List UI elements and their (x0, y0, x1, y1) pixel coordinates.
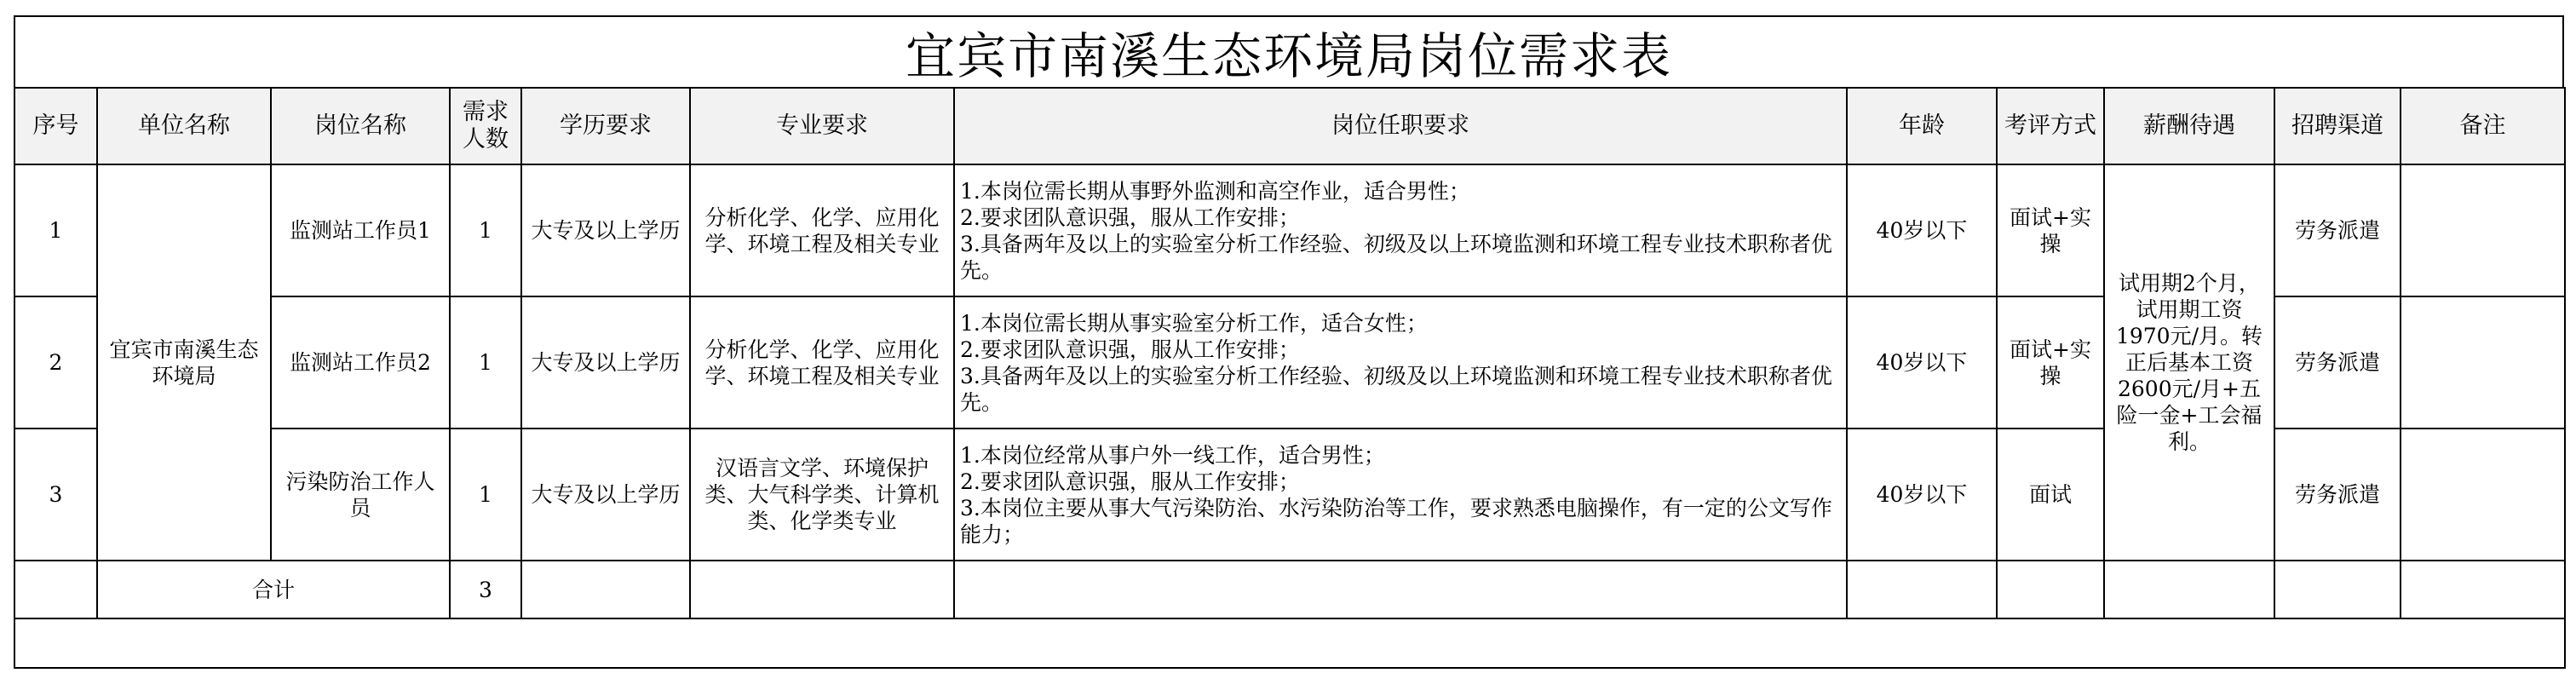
cell-age: 40岁以下 (1847, 296, 1997, 429)
cell-channel: 劳务派遣 (2274, 429, 2401, 561)
cell-empty (1997, 561, 2104, 618)
header-count: 需求人数 (450, 88, 521, 164)
cell-empty (690, 561, 954, 618)
cell-exam: 面试 (1997, 429, 2104, 561)
header-edu: 学历要求 (521, 88, 690, 164)
blank-row (14, 618, 2565, 668)
cell-salary: 试用期2个月，试用期工资1970元/月。转正后基本工资2600元/月+五险一金+工会福利。 (2104, 164, 2274, 561)
cell-note (2401, 164, 2565, 296)
cell-empty (954, 561, 1847, 618)
duty-line: 1.本岗位经常从事户外一线工作，适合男性； (960, 442, 1385, 468)
header-row (14, 88, 2565, 164)
duty-line: 1.本岗位需长期从事实验室分析工作，适合女性； (960, 310, 1428, 336)
recruitment-sheet (14, 15, 2564, 669)
cell-note (2401, 296, 2565, 429)
cell-empty (2274, 561, 2401, 618)
cell-duty (954, 164, 1847, 296)
total-row (14, 561, 2565, 618)
cell-duty (954, 296, 1847, 429)
recruitment-table (14, 87, 2566, 669)
duty-line: 1.本岗位需长期从事野外监测和高空作业，适合男性； (960, 178, 1470, 204)
cell-post: 监测站工作员1 (271, 164, 450, 296)
cell-age: 40岁以下 (1847, 429, 1997, 561)
total-label: 合计 (97, 561, 450, 618)
cell-note (2401, 429, 2565, 561)
cell-exam: 面试+实操 (1997, 296, 2104, 429)
table-row (14, 164, 2565, 296)
header-exam: 考评方式 (1997, 88, 2104, 164)
cell-empty (14, 618, 2565, 668)
cell-unit-name: 宜宾市南溪生态环境局 (97, 164, 271, 561)
cell-seq: 3 (14, 429, 97, 561)
duty-line: 2.要求团队意识强，服从工作安排； (960, 469, 1300, 494)
cell-count: 1 (450, 164, 521, 296)
cell-seq: 1 (14, 164, 97, 296)
cell-age: 40岁以下 (1847, 164, 1997, 296)
header-seq: 序号 (14, 88, 97, 164)
cell-major: 汉语言文学、环境保护类、大气科学类、计算机类、化学类专业 (690, 429, 954, 561)
cell-empty (521, 561, 690, 618)
cell-edu: 大专及以上学历 (521, 164, 690, 296)
header-age: 年龄 (1847, 88, 1997, 164)
cell-post: 监测站工作员2 (271, 296, 450, 429)
cell-channel: 劳务派遣 (2274, 164, 2401, 296)
duty-line: 2.要求团队意识强，服从工作安排； (960, 336, 1300, 362)
header-post: 岗位名称 (271, 88, 450, 164)
header-salary: 薪酬待遇 (2104, 88, 2274, 164)
cell-empty (2401, 561, 2565, 618)
duty-line: 3.具备两年及以上的实验室分析工作经验、初级及以上环境监测和环境工程专业技术职称者优先。 (960, 363, 1832, 415)
duty-line: 2.要求团队意识强，服从工作安排； (960, 204, 1300, 230)
cell-channel: 劳务派遣 (2274, 296, 2401, 429)
header-duty: 岗位任职要求 (954, 88, 1847, 164)
cell-edu: 大专及以上学历 (521, 296, 690, 429)
duty-line: 3.具备两年及以上的实验室分析工作经验、初级及以上环境监测和环境工程专业技术职称者优先。 (960, 231, 1832, 283)
total-count: 3 (450, 561, 521, 618)
cell-post: 污染防治工作人员 (271, 429, 450, 561)
cell-count: 1 (450, 296, 521, 429)
cell-major: 分析化学、化学、应用化学、环境工程及相关专业 (690, 164, 954, 296)
cell-edu: 大专及以上学历 (521, 429, 690, 561)
cell-count: 1 (450, 429, 521, 561)
header-unit: 单位名称 (97, 88, 271, 164)
cell-empty (2104, 561, 2274, 618)
duty-line: 3.本岗位主要从事大气污染防治、水污染防治等工作，要求熟悉电脑操作，有一定的公文写作能力； (960, 495, 1832, 547)
cell-major: 分析化学、化学、应用化学、环境工程及相关专业 (690, 296, 954, 429)
cell-duty (954, 429, 1847, 561)
cell-seq: 2 (14, 296, 97, 429)
header-note: 备注 (2401, 88, 2565, 164)
cell-exam: 面试+实操 (1997, 164, 2104, 296)
cell-empty (1847, 561, 1997, 618)
header-channel: 招聘渠道 (2274, 88, 2401, 164)
header-major: 专业要求 (690, 88, 954, 164)
cell-empty (14, 561, 97, 618)
sheet-title: 宜宾市南溪生态环境局岗位需求表 (14, 15, 2564, 87)
